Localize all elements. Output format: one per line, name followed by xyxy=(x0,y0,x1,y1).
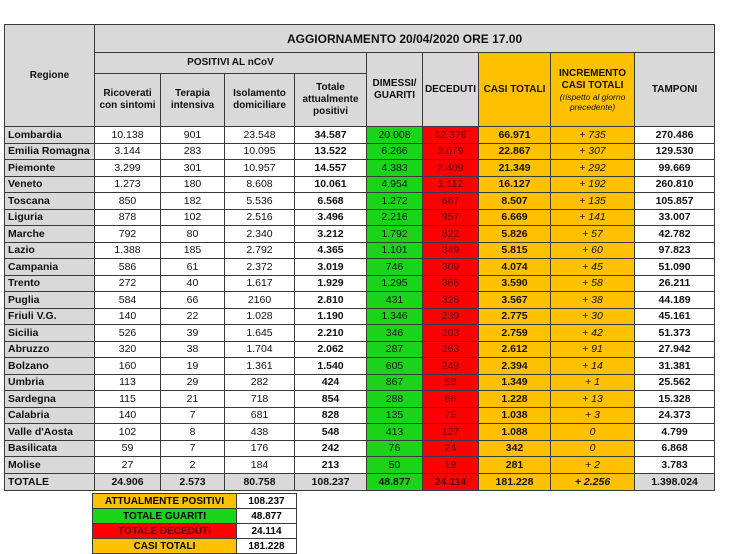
row-dimessi: 867 xyxy=(367,374,423,391)
row-ricoverati: 1.273 xyxy=(95,176,161,193)
row-incremento: 0 xyxy=(551,440,635,457)
row-terapia: 61 xyxy=(161,259,225,276)
table-row xyxy=(5,341,715,358)
row-terapia: 7 xyxy=(161,440,225,457)
table-row xyxy=(5,440,715,457)
summary-body xyxy=(93,494,297,554)
row-dimessi: 413 xyxy=(367,424,423,441)
row-regione: Sardegna xyxy=(5,391,95,408)
row-terapia: 7 xyxy=(161,407,225,424)
row-ricoverati: 320 xyxy=(95,341,161,358)
row-totale-positivi: 548 xyxy=(295,424,367,441)
row-regione: Abruzzo xyxy=(5,341,95,358)
row-deceduti: 326 xyxy=(423,292,479,309)
row-dimessi: 746 xyxy=(367,259,423,276)
table-row xyxy=(5,127,715,144)
summary-row xyxy=(93,494,297,509)
row-dimessi: 50 xyxy=(367,457,423,474)
row-ricoverati: 878 xyxy=(95,209,161,226)
row-casi-totali: 16.127 xyxy=(479,176,551,193)
row-ricoverati: 160 xyxy=(95,358,161,375)
row-dimessi: 2.216 xyxy=(367,209,423,226)
summary-row xyxy=(93,524,297,539)
row-terapia: 182 xyxy=(161,193,225,210)
row-dimessi: 76 xyxy=(367,440,423,457)
totale-deceduti: 24.114 xyxy=(423,473,479,490)
covid-regional-table xyxy=(4,24,715,491)
header-regione: Regione xyxy=(5,25,95,127)
row-incremento: + 307 xyxy=(551,143,635,160)
row-ricoverati: 272 xyxy=(95,275,161,292)
row-terapia: 301 xyxy=(161,160,225,177)
row-dimessi: 4.954 xyxy=(367,176,423,193)
summary-value: 108.237 xyxy=(237,494,297,509)
row-deceduti: 309 xyxy=(423,259,479,276)
row-ricoverati: 140 xyxy=(95,308,161,325)
header-dimessi-text: DIMESSI/ GUARITI xyxy=(372,77,417,101)
row-regione: Molise xyxy=(5,457,95,474)
header-incremento-title: INCREMENTO CASI TOTALI xyxy=(559,67,627,91)
row-deceduti: 957 xyxy=(423,209,479,226)
summary-value: 24.114 xyxy=(237,524,297,539)
table-row xyxy=(5,209,715,226)
row-regione: Emilia Romagna xyxy=(5,143,95,160)
row-incremento: 0 xyxy=(551,424,635,441)
row-terapia: 2 xyxy=(161,457,225,474)
summary-value: 48.877 xyxy=(237,509,297,524)
row-deceduti: 18 xyxy=(423,457,479,474)
row-totale-positivi: 3.019 xyxy=(295,259,367,276)
header-terapia: Terapia intensiva xyxy=(161,74,225,127)
row-incremento: + 91 xyxy=(551,341,635,358)
row-casi-totali: 2.612 xyxy=(479,341,551,358)
row-ricoverati: 59 xyxy=(95,440,161,457)
row-deceduti: 263 xyxy=(423,341,479,358)
row-totale-positivi: 1.540 xyxy=(295,358,367,375)
row-tamponi: 270.486 xyxy=(635,127,715,144)
row-ricoverati: 113 xyxy=(95,374,161,391)
header-tamponi: TAMPONI xyxy=(635,53,715,127)
row-totale-positivi: 828 xyxy=(295,407,367,424)
row-totale-positivi: 2.062 xyxy=(295,341,367,358)
row-deceduti: 127 xyxy=(423,424,479,441)
row-dimessi: 135 xyxy=(367,407,423,424)
row-regione: Calabria xyxy=(5,407,95,424)
table-row xyxy=(5,259,715,276)
row-regione: Valle d'Aosta xyxy=(5,424,95,441)
row-isolamento: 176 xyxy=(225,440,295,457)
row-terapia: 22 xyxy=(161,308,225,325)
row-totale-positivi: 14.557 xyxy=(295,160,367,177)
table-row xyxy=(5,374,715,391)
row-terapia: 180 xyxy=(161,176,225,193)
row-isolamento: 1.645 xyxy=(225,325,295,342)
table-row xyxy=(5,424,715,441)
row-tamponi: 105.857 xyxy=(635,193,715,210)
row-casi-totali: 5.815 xyxy=(479,242,551,259)
row-isolamento: 10.957 xyxy=(225,160,295,177)
row-deceduti: 349 xyxy=(423,242,479,259)
row-isolamento: 282 xyxy=(225,374,295,391)
row-terapia: 39 xyxy=(161,325,225,342)
header-isolamento: Isolamento domiciliare xyxy=(225,74,295,127)
row-totale-positivi: 242 xyxy=(295,440,367,457)
row-ricoverati: 1.388 xyxy=(95,242,161,259)
row-dimessi: 288 xyxy=(367,391,423,408)
row-ricoverati: 102 xyxy=(95,424,161,441)
row-isolamento: 2.516 xyxy=(225,209,295,226)
row-terapia: 901 xyxy=(161,127,225,144)
header-positivi-group: POSITIVI AL nCoV xyxy=(95,53,367,74)
row-tamponi: 99.669 xyxy=(635,160,715,177)
row-terapia: 185 xyxy=(161,242,225,259)
row-ricoverati: 792 xyxy=(95,226,161,243)
table-body xyxy=(5,127,715,474)
row-incremento: + 58 xyxy=(551,275,635,292)
row-dimessi: 1.272 xyxy=(367,193,423,210)
row-terapia: 8 xyxy=(161,424,225,441)
row-regione: Trento xyxy=(5,275,95,292)
row-dimessi: 431 xyxy=(367,292,423,309)
row-ricoverati: 584 xyxy=(95,292,161,309)
table-row xyxy=(5,242,715,259)
row-totale-positivi: 6.568 xyxy=(295,193,367,210)
row-casi-totali: 8.507 xyxy=(479,193,551,210)
row-incremento: + 13 xyxy=(551,391,635,408)
row-totale-positivi: 1.190 xyxy=(295,308,367,325)
totale-ricoverati: 24.906 xyxy=(95,473,161,490)
row-casi-totali: 3.590 xyxy=(479,275,551,292)
row-tamponi: 45.161 xyxy=(635,308,715,325)
row-isolamento: 2160 xyxy=(225,292,295,309)
summary-label: TOTALE GUARITI xyxy=(93,509,237,524)
row-isolamento: 5.536 xyxy=(225,193,295,210)
row-ricoverati: 27 xyxy=(95,457,161,474)
row-deceduti: 86 xyxy=(423,391,479,408)
row-casi-totali: 1.088 xyxy=(479,424,551,441)
row-casi-totali: 21.349 xyxy=(479,160,551,177)
row-casi-totali: 1.228 xyxy=(479,391,551,408)
row-totale-positivi: 854 xyxy=(295,391,367,408)
row-terapia: 283 xyxy=(161,143,225,160)
row-casi-totali: 3.567 xyxy=(479,292,551,309)
row-casi-totali: 342 xyxy=(479,440,551,457)
row-deceduti: 822 xyxy=(423,226,479,243)
table-row xyxy=(5,176,715,193)
row-isolamento: 718 xyxy=(225,391,295,408)
row-regione: Friuli V.G. xyxy=(5,308,95,325)
row-tamponi: 42.782 xyxy=(635,226,715,243)
row-isolamento: 8.608 xyxy=(225,176,295,193)
totale-dimessi: 48.877 xyxy=(367,473,423,490)
row-tamponi: 6.868 xyxy=(635,440,715,457)
row-incremento: + 42 xyxy=(551,325,635,342)
row-totale-positivi: 2.210 xyxy=(295,325,367,342)
row-tamponi: 51.373 xyxy=(635,325,715,342)
row-deceduti: 24 xyxy=(423,440,479,457)
row-totale-positivi: 4.365 xyxy=(295,242,367,259)
row-regione: Lombardia xyxy=(5,127,95,144)
row-totale-positivi: 3.212 xyxy=(295,226,367,243)
row-incremento: + 292 xyxy=(551,160,635,177)
row-isolamento: 438 xyxy=(225,424,295,441)
row-casi-totali: 6.669 xyxy=(479,209,551,226)
row-terapia: 29 xyxy=(161,374,225,391)
header-totale-positivi: Totale attualmente positivi xyxy=(295,74,367,127)
row-ricoverati: 586 xyxy=(95,259,161,276)
row-regione: Toscana xyxy=(5,193,95,210)
summary-label: CASI TOTALI xyxy=(93,539,237,554)
row-totale-positivi: 3.496 xyxy=(295,209,367,226)
row-terapia: 80 xyxy=(161,226,225,243)
row-regione: Puglia xyxy=(5,292,95,309)
row-isolamento: 1.361 xyxy=(225,358,295,375)
row-isolamento: 1.028 xyxy=(225,308,295,325)
row-regione: Umbria xyxy=(5,374,95,391)
row-incremento: + 192 xyxy=(551,176,635,193)
table-row xyxy=(5,160,715,177)
row-incremento: + 60 xyxy=(551,242,635,259)
row-tamponi: 27.942 xyxy=(635,341,715,358)
row-isolamento: 2.372 xyxy=(225,259,295,276)
row-dimessi: 1.295 xyxy=(367,275,423,292)
summary-label: TOTALE DECEDUTI xyxy=(93,524,237,539)
row-incremento: + 14 xyxy=(551,358,635,375)
row-casi-totali: 2.759 xyxy=(479,325,551,342)
header-incremento xyxy=(551,53,635,127)
row-incremento: + 30 xyxy=(551,308,635,325)
row-casi-totali: 1.038 xyxy=(479,407,551,424)
row-isolamento: 23.548 xyxy=(225,127,295,144)
row-deceduti: 667 xyxy=(423,193,479,210)
totale-terapia: 2.573 xyxy=(161,473,225,490)
row-deceduti: 58 xyxy=(423,374,479,391)
row-totale-positivi: 213 xyxy=(295,457,367,474)
row-ricoverati: 115 xyxy=(95,391,161,408)
row-regione: Veneto xyxy=(5,176,95,193)
table-row xyxy=(5,193,715,210)
row-incremento: + 1 xyxy=(551,374,635,391)
row-casi-totali: 2.394 xyxy=(479,358,551,375)
row-tamponi: 26.211 xyxy=(635,275,715,292)
header-incremento-note: (rispetto al giorno precedente) xyxy=(559,91,626,112)
row-casi-totali: 66.971 xyxy=(479,127,551,144)
row-totale-positivi: 2.810 xyxy=(295,292,367,309)
table-row xyxy=(5,143,715,160)
row-terapia: 102 xyxy=(161,209,225,226)
row-tamponi: 24.373 xyxy=(635,407,715,424)
row-ricoverati: 850 xyxy=(95,193,161,210)
row-tamponi: 15.328 xyxy=(635,391,715,408)
row-incremento: + 141 xyxy=(551,209,635,226)
row-dimessi: 346 xyxy=(367,325,423,342)
row-dimessi: 287 xyxy=(367,341,423,358)
row-casi-totali: 4.074 xyxy=(479,259,551,276)
row-totale-positivi: 10.061 xyxy=(295,176,367,193)
summary-table xyxy=(92,493,297,554)
row-deceduti: 239 xyxy=(423,308,479,325)
row-ricoverati: 140 xyxy=(95,407,161,424)
table-row xyxy=(5,325,715,342)
row-isolamento: 2.340 xyxy=(225,226,295,243)
header-dimessi xyxy=(367,53,423,127)
row-incremento: + 135 xyxy=(551,193,635,210)
row-incremento: + 45 xyxy=(551,259,635,276)
header-ricoverati: Ricoverati con sintomi xyxy=(95,74,161,127)
row-ricoverati: 526 xyxy=(95,325,161,342)
row-dimessi: 605 xyxy=(367,358,423,375)
row-deceduti: 203 xyxy=(423,325,479,342)
row-totale-positivi: 13.522 xyxy=(295,143,367,160)
row-tamponi: 3.783 xyxy=(635,457,715,474)
header-title: AGGIORNAMENTO 20/04/2020 ORE 17.00 xyxy=(95,25,715,53)
row-casi-totali: 22.867 xyxy=(479,143,551,160)
row-ricoverati: 3.144 xyxy=(95,143,161,160)
row-regione: Marche xyxy=(5,226,95,243)
row-deceduti: 3.079 xyxy=(423,143,479,160)
totale-positivi: 108.237 xyxy=(295,473,367,490)
row-tamponi: 97.823 xyxy=(635,242,715,259)
row-incremento: + 3 xyxy=(551,407,635,424)
row-incremento: + 57 xyxy=(551,226,635,243)
row-casi-totali: 1.349 xyxy=(479,374,551,391)
row-incremento: + 735 xyxy=(551,127,635,144)
table-row xyxy=(5,407,715,424)
row-regione: Basilicata xyxy=(5,440,95,457)
row-tamponi: 129.530 xyxy=(635,143,715,160)
row-casi-totali: 2.775 xyxy=(479,308,551,325)
header-casi-totali: CASI TOTALI xyxy=(479,53,551,127)
summary-value: 181.228 xyxy=(237,539,297,554)
row-dimessi: 4.383 xyxy=(367,160,423,177)
row-regione: Bolzano xyxy=(5,358,95,375)
row-casi-totali: 281 xyxy=(479,457,551,474)
row-terapia: 66 xyxy=(161,292,225,309)
summary-label: ATTUALMENTE POSITIVI xyxy=(93,494,237,509)
row-terapia: 40 xyxy=(161,275,225,292)
row-casi-totali: 5.826 xyxy=(479,226,551,243)
row-isolamento: 681 xyxy=(225,407,295,424)
row-terapia: 21 xyxy=(161,391,225,408)
row-ricoverati: 10.138 xyxy=(95,127,161,144)
row-totale-positivi: 424 xyxy=(295,374,367,391)
totale-incremento: + 2.256 xyxy=(551,473,635,490)
row-regione: Campania xyxy=(5,259,95,276)
header-deceduti: DECEDUTI xyxy=(423,53,479,127)
row-incremento: + 2 xyxy=(551,457,635,474)
totale-row xyxy=(5,473,715,490)
row-totale-positivi: 1.929 xyxy=(295,275,367,292)
row-deceduti: 2.409 xyxy=(423,160,479,177)
row-regione: Piemonte xyxy=(5,160,95,177)
row-regione: Lazio xyxy=(5,242,95,259)
row-tamponi: 260.810 xyxy=(635,176,715,193)
row-deceduti: 75 xyxy=(423,407,479,424)
totale-casi: 181.228 xyxy=(479,473,551,490)
row-tamponi: 33.007 xyxy=(635,209,715,226)
row-tamponi: 25.562 xyxy=(635,374,715,391)
row-isolamento: 1.704 xyxy=(225,341,295,358)
row-terapia: 19 xyxy=(161,358,225,375)
table-row xyxy=(5,457,715,474)
row-regione: Sicilia xyxy=(5,325,95,342)
row-totale-positivi: 34.587 xyxy=(295,127,367,144)
row-isolamento: 2.792 xyxy=(225,242,295,259)
row-ricoverati: 3.299 xyxy=(95,160,161,177)
table-row xyxy=(5,391,715,408)
row-tamponi: 44.189 xyxy=(635,292,715,309)
row-terapia: 38 xyxy=(161,341,225,358)
totale-label: TOTALE xyxy=(5,473,95,490)
row-deceduti: 12.376 xyxy=(423,127,479,144)
row-dimessi: 1.346 xyxy=(367,308,423,325)
row-isolamento: 184 xyxy=(225,457,295,474)
summary-row xyxy=(93,539,297,554)
row-tamponi: 4.799 xyxy=(635,424,715,441)
row-tamponi: 31.381 xyxy=(635,358,715,375)
table-row xyxy=(5,308,715,325)
summary-row xyxy=(93,509,297,524)
row-dimessi: 20.008 xyxy=(367,127,423,144)
table-row xyxy=(5,275,715,292)
row-dimessi: 1.792 xyxy=(367,226,423,243)
row-dimessi: 1.101 xyxy=(367,242,423,259)
table-row xyxy=(5,292,715,309)
row-regione: Liguria xyxy=(5,209,95,226)
row-dimessi: 6.266 xyxy=(367,143,423,160)
row-incremento: + 38 xyxy=(551,292,635,309)
row-isolamento: 1.617 xyxy=(225,275,295,292)
row-deceduti: 249 xyxy=(423,358,479,375)
totale-tamponi: 1.398.024 xyxy=(635,473,715,490)
row-isolamento: 10.095 xyxy=(225,143,295,160)
totale-isolamento: 80.758 xyxy=(225,473,295,490)
row-deceduti: 1.112 xyxy=(423,176,479,193)
row-deceduti: 366 xyxy=(423,275,479,292)
row-tamponi: 51.090 xyxy=(635,259,715,276)
table-row xyxy=(5,358,715,375)
table-row xyxy=(5,226,715,243)
